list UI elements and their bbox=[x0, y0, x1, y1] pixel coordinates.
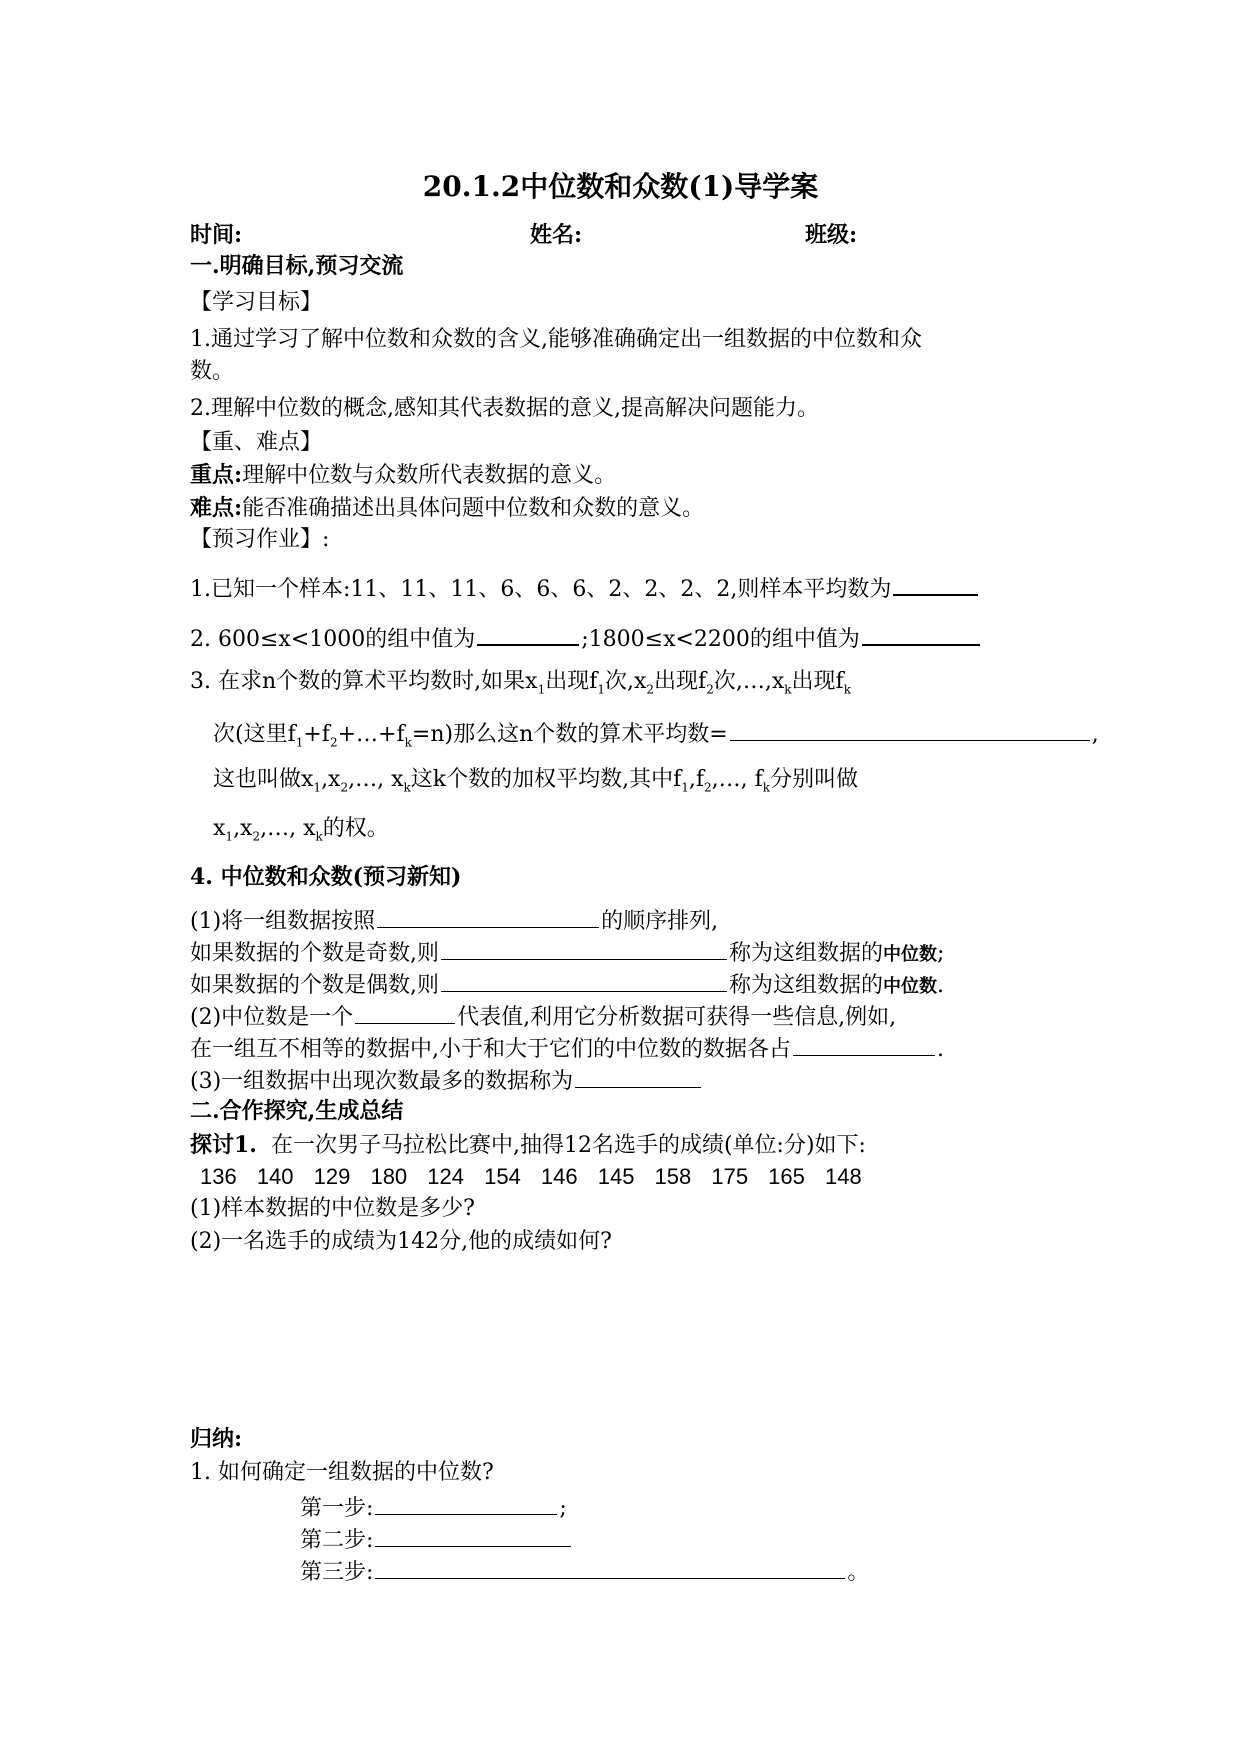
homework-q3-line2: 次(这里$f_1+f_2+\dots+f_k=n$)那么这n个数的算术平均数= , bbox=[213, 716, 1099, 757]
q3-text-e: 次,…,x bbox=[713, 669, 785, 694]
exercise-1-q2: (2)一名选手的成绩为142分,他的成绩如何? bbox=[190, 1229, 612, 1254]
q2-text-a: 2. 600≤x<1000的组中值为 bbox=[190, 627, 476, 652]
summary-heading: 归纳: bbox=[190, 1426, 243, 1452]
q4-odd-b: 称为这组数据的 bbox=[729, 941, 884, 966]
q3-line3-a: 这也叫做x bbox=[213, 767, 314, 792]
q4-odd-blank[interactable] bbox=[441, 935, 727, 960]
difficult-point bbox=[190, 493, 704, 524]
page-title: 20.1.2中位数和众数(1)导学案 bbox=[422, 170, 819, 203]
q4-2-b: 代表值,利用它分析数据可获得一些信息,例如, bbox=[457, 1005, 897, 1030]
step-1-label: 第一步: bbox=[300, 1496, 374, 1521]
step-2-label: 第二步: bbox=[300, 1528, 374, 1553]
homework-q2 bbox=[190, 620, 982, 655]
q1-answer-blank[interactable] bbox=[893, 570, 978, 596]
q4-even-a: 如果数据的个数是偶数,则 bbox=[190, 973, 439, 998]
time-label: 时间: bbox=[190, 222, 243, 248]
q4-2-blank[interactable] bbox=[355, 999, 455, 1024]
q4-odd-case bbox=[190, 935, 944, 970]
q3-text-a: 3. 在求n个数的算术平均数时,如果x bbox=[190, 669, 538, 694]
homework-q3-line4: $x_1,x_2,\dots$, $x_k$的权。 bbox=[213, 816, 389, 844]
class-label: 班级: bbox=[805, 222, 858, 248]
q3-mean-blank[interactable] bbox=[730, 716, 1090, 741]
exercise-1-text: 在一次男子马拉松比赛中,抽得12名选手的成绩(单位:分)如下: bbox=[270, 1133, 866, 1158]
q2-blank-1[interactable] bbox=[477, 620, 579, 646]
section2-heading: 二.合作探究,生成总结 bbox=[190, 1098, 404, 1124]
q4-part1 bbox=[190, 903, 718, 937]
key-label: 重点: bbox=[190, 462, 243, 488]
homework-q3-line1: 3. 在求n个数的算术平均数时,如果$x_1$出现$f_1$次$,x_2$出现$f_2$次$,\dots,x_k$出现$f_k$ bbox=[190, 669, 851, 697]
name-label: 姓名: bbox=[530, 222, 583, 248]
difficult-label: 难点: bbox=[190, 495, 243, 521]
step-2 bbox=[300, 1522, 573, 1556]
q4-1-text: (1)将一组数据按照 bbox=[190, 909, 376, 934]
q2-text-b: ;1800≤x<2200的组中值为 bbox=[581, 627, 860, 652]
goal-1-line-2: 数。 bbox=[190, 359, 235, 384]
q2-blank-2[interactable] bbox=[862, 620, 980, 646]
q3-line3-b: 这k个数的加权平均数,其中f bbox=[410, 767, 682, 792]
q4-2-line2: 在一组互不相等的数据中,小于和大于它们的中位数的数据各占 bbox=[190, 1037, 791, 1062]
scores-list: 136 140 129 180 124 154 146 145 158 175 165 148 bbox=[200, 1164, 862, 1189]
q4-even-b: 称为这组数据的 bbox=[729, 973, 884, 998]
exercise-1-q1: (1)样本数据的中位数是多少? bbox=[190, 1196, 475, 1221]
exercise-1 bbox=[190, 1130, 866, 1161]
q3-text-f: 出现f bbox=[791, 669, 844, 694]
q4-order-blank[interactable] bbox=[377, 903, 599, 928]
homework-q1 bbox=[190, 570, 980, 605]
q4-3-text: (3)一组数据中出现次数最多的数据称为 bbox=[190, 1069, 574, 1094]
q3-text-c: 次,x bbox=[605, 669, 647, 694]
q4-1-end: 的顺序排列, bbox=[601, 909, 719, 934]
section1-heading: 一.明确目标,预习交流 bbox=[190, 253, 404, 279]
q4-even-case bbox=[190, 967, 944, 1002]
q1-text: 1.已知一个样本:11、11、11、6、6、6、2、2、2、2,则样本平均数为 bbox=[190, 577, 892, 602]
q4-3-blank[interactable] bbox=[575, 1063, 701, 1088]
key-text: 理解中位数与众数所代表数据的意义。 bbox=[242, 463, 617, 488]
q3-line4: 的权。 bbox=[322, 816, 389, 841]
q3-text-d: 出现f bbox=[654, 669, 707, 694]
q4-even-term: 中位数 bbox=[883, 976, 938, 997]
step-3 bbox=[300, 1554, 869, 1588]
q4-2-a: (2)中位数是一个 bbox=[190, 1005, 354, 1030]
step-3-label: 第三步: bbox=[300, 1560, 374, 1585]
step-1-blank[interactable] bbox=[375, 1490, 557, 1515]
homework-q3-line3: 这也叫做$x_1,x_2,\dots$, $x_k$这k个数的加权平均数,其中$f_1,f_2,\dots$, $f_k$分别叫做 bbox=[213, 767, 859, 795]
key-point bbox=[190, 460, 616, 491]
summary-q1: 1. 如何确定一组数据的中位数? bbox=[190, 1460, 494, 1485]
q4-even-blank[interactable] bbox=[441, 967, 727, 992]
exercise-1-label: 探讨1. bbox=[190, 1132, 257, 1158]
q4-heading: 4. 中位数和众数(预习新知) bbox=[190, 864, 462, 890]
step-1-end: ; bbox=[559, 1496, 567, 1521]
q3-line3-c: 分别叫做 bbox=[770, 767, 859, 792]
q4-2-line2-blank[interactable] bbox=[793, 1031, 935, 1056]
step-1 bbox=[300, 1490, 567, 1524]
q4-part2 bbox=[190, 999, 896, 1033]
key-heading: 【重、难点】 bbox=[190, 430, 323, 455]
q4-odd-a: 如果数据的个数是奇数,则 bbox=[190, 941, 439, 966]
difficult-text: 能否准确描述出具体问题中位数和众数的意义。 bbox=[242, 496, 705, 521]
homework-heading: 【预习作业】: bbox=[190, 527, 330, 552]
step-3-blank[interactable] bbox=[375, 1554, 845, 1579]
q3-line2-a: 次(这里f bbox=[213, 722, 296, 747]
step-2-blank[interactable] bbox=[375, 1522, 571, 1547]
q4-part2-line2: 在一组互不相等的数据中,小于和大于它们的中位数的数据各占 . bbox=[190, 1031, 944, 1065]
q4-odd-end: ; bbox=[937, 941, 945, 966]
q4-even-end: . bbox=[937, 973, 945, 998]
step-3-end: 。 bbox=[847, 1560, 870, 1585]
q4-odd-term: 中位数 bbox=[883, 944, 938, 965]
q4-part3 bbox=[190, 1063, 703, 1097]
q3-text-b: 出现f bbox=[545, 669, 598, 694]
goal-2: 2.理解中位数的概念,感知其代表数据的意义,提高解决问题能力。 bbox=[190, 396, 819, 421]
goal-1-line-1: 1.通过学习了解中位数和众数的含义,能够准确确定出一组数据的中位数和众 bbox=[190, 327, 922, 352]
q3-line2-b: =n)那么这n个数的算术平均数= bbox=[411, 722, 728, 747]
goals-heading: 【学习目标】 bbox=[190, 290, 323, 315]
